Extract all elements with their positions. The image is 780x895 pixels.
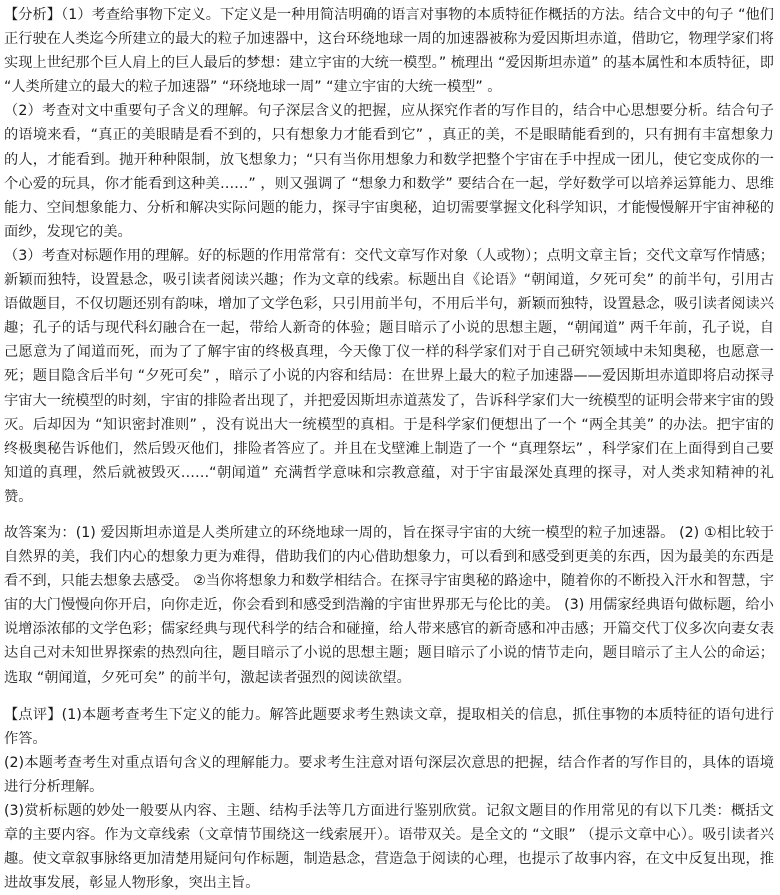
- comment-part-2: (2)本题考查考生对重点语句含义的理解能力。要求考生注意对语句深层次意思的把握，结合作者的写作目的，具体的语境进行分析理解。: [4, 754, 774, 795]
- answer-text: 故答案为：(1) 爱因斯坦赤道是人类所建立的环绕地球一周的，旨在探寻宇宙的大统一模型的粒子加速器。 (2) ①相比较于自然界的美，我们内心的想象力更为难得，借助我们的内心借助想象力，可以看到和感受到更美的东西，因为最美的东西是看不到，只能去想象去感受。 ②当你将想象力和数学相结合。在探寻宇宙奥秘的路途中，随着你的不断投入汗水和智慧，宇宙的大门慢慢向你开启，向你走近，你会看到和感受到浩瀚的宇宙世界那无与伦比的美。 (3) 用儒家经典语句做标题，给小说增添浓郁的文学色彩；儒家经典与现代科学的结合和碰撞，给人带来感官的新奇感和冲击感；开篇交代丁仪多次向妻女表达自己对未知世界探索的热烈向往，题目暗示了小说的思想主题；题目暗示了小说的情节走向，题目暗示了主人公的命运；选取 “朝闻道，夕死可矣” 的前半句，激起读者强烈的阅读欲望。: [4, 524, 774, 686]
- comment-section: [4, 703, 774, 895]
- comment-part-3: (3)赏析标题的妙处一般要从内容、主题、结构手法等几方面进行鉴别欣赏。记叙文题目的作用常见的有以下几类：概括文章的主要内容。作为文章线索（文章情节围绕这一线索展开）。语带双关。是全文的 “文眼” （提示文章中心）。吸引读者兴趣。使文章叙事脉络更加清楚用疑问句作标题，制造悬念，营造急于阅读的心理，也提示了故事内容，在文中反复出现，推进故事发展，彰显人物形象，突出主旨。: [4, 803, 774, 892]
- section-spacer: [4, 690, 774, 703]
- analysis-part-3: （3）考查对标题作用的理解。好的标题的作用常常有：交代文章写作对象（人或物）；点明文章主旨；交代文章写作情感；新颖而独特，设置悬念，吸引读者阅读兴趣；作为文章的线索。标题出自《论语》“朝闻道，夕死可矣” 的前半句，引用古语做题目，不仅切题还别有韵味，增加了文学色彩，只引用前半句，不用后半句，新颖而独特，设置悬念，吸引读者阅读兴趣；孔子的话与现代科幻融合在一起，带给人新奇的体验；题目暗示了小说的思想主题，“朝闻道” 两千年前，孔子说，自己愿意为了闻道而死，而为了了解宇宙的终极真理，今天像丁仪一样的科学家们对于自己研究领域中未知奥秘，也愿意一死；题目隐含后半句 “夕死可矣” ，暗示了小说的内容和结局：在世界上最大的粒子加速器——爱因斯坦赤道即将启动探寻宇宙大一统模型的时刻，宇宙的排险者出现了，并把爱因斯坦赤道蒸发了，告诉科学家们大一统模型的证明会带来宇宙的毁灭。后却因为 “知识密封准则” ，没有说出大一统模型的真相。于是科学家们便想出了一个 “两全其美” 的办法。把宇宙的终极奥秘告诉他们，然后毁灭他们，排险者答应了。并且在戈壁滩上制造了一个 “真理祭坛” ，科学家们在上面得到自己要知道的真理，然后就被毁灭……“朝闻道” 充满哲学意味和宗教意蕴，对于宇宙最深处真理的探寻，对人类求知精神的礼赞。: [4, 247, 774, 505]
- answer-section: [4, 521, 774, 690]
- comment-part-1: 【点评】(1)本题考查考生下定义的能力。解答此题要求考生熟读文章，提取相关的信息，抓住事物的本质特征的语句进行作答。: [4, 706, 774, 747]
- analysis-part-2: （2）考查对文中重要句子含义的理解。句子深层含义的把握，应从探究作者的写作目的，结合中心思想要分析。结合句子的语境来看，“真正的美眼睛是看不到的，只有想象力才能看到它” ，真正的美，不是眼睛能看到的，只有拥有丰富想象力的人，才能看到。抛开种种限制，放飞想象力；“只有当你用想象力和数学把整个宇宙在手中捏成一团儿，使它变成你的一个心爱的玩具，你才能看到这种美……” ，则又强调了 “想象力和数学” 要结合在一起，学好数学可以培养运算能力、思维能力、空间想象能力、分析和解决实际问题的能力，探寻宇宙奥秘，迫切需要掌握文化科学知识，才能慢慢解开宇宙神秘的面纱，发现它的美。: [4, 103, 774, 240]
- analysis-part-1: 【分析】（1）考查给事物下定义。下定义是一种用简洁明确的语言对事物的本质特征作概括的方法。结合文中的句子 “他们正行驶在人类迄今所建立的最大的粒子加速器中，这台环绕地球一周的加速器被称为爱因斯坦赤道，借助它，物理学家们将实现上世纪那个巨人肩上的巨人最后的梦想：建立宇宙的大统一模型。” 梳理出 “爱因斯坦赤道” 的基本属性和本质特征，即 “人类所建立的最大的粒子加速器” “环绕地球一周” “建立宇宙的大统一模型” 。: [4, 7, 779, 96]
- section-spacer: [4, 509, 774, 521]
- analysis-section: [4, 3, 779, 509]
